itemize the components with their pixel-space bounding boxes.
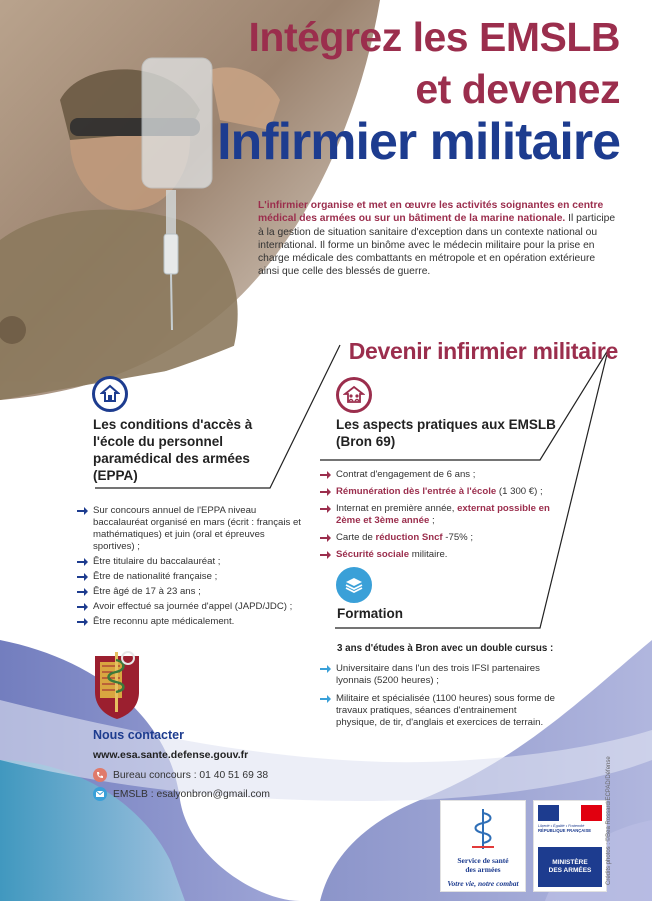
ssa-name-1: Service de santé: [457, 856, 509, 865]
phone-text: Bureau concours : 01 40 51 69 38: [113, 769, 269, 781]
phone-icon: [93, 768, 107, 782]
intro-lead: L'infirmier organise et met en œuvre les activités soignantes en centre médical des armées ou sur un bâtiment de la marine nationale.: [258, 200, 604, 225]
formation-list: [320, 663, 555, 732]
email-icon: [93, 787, 107, 801]
list-item: Être de nationalité française ;: [77, 571, 307, 583]
contact-title: Nous contacter: [93, 728, 184, 742]
intro-body: Il participe à la gestion de situation sanitaire d'exception dans un contexte national ou international. Il forme un binôme avec le médecin militaire pour la prise en charge médicale des combattants en métropole et en opération extérieure ainsi que celle des blessés de guerre.: [258, 213, 616, 278]
conditions-title: Les conditions d'accès à l'école du personnel paramédical des armées (EPPA): [93, 417, 253, 483]
conditions-list: [77, 505, 307, 631]
arrow-icon: [320, 470, 331, 480]
arrow-icon: [320, 550, 331, 560]
title-line-3: Infirmier militaire: [217, 113, 620, 171]
house-icon: [92, 376, 128, 412]
list-item: Sécurité sociale militaire.: [320, 549, 550, 561]
aspects-list: [320, 469, 550, 564]
ministry-name-2: DES ARMÉES: [548, 867, 592, 874]
arrow-icon: [77, 506, 88, 516]
list-item: Sur concours annuel de l'EPPA niveau baccalauréat organisé en mars (écrit : français et mathématiques) et juin (oral et épreuves sportives) ;: [77, 505, 307, 553]
marianne-icon: [538, 805, 602, 845]
ssa-motto: Votre vie, notre combat: [447, 879, 519, 888]
email-row: [93, 787, 270, 801]
phone-row: [93, 768, 268, 782]
caduceus-icon: [468, 807, 498, 851]
aspects-title: Les aspects pratiques aux EMSLB (Bron 69): [336, 417, 556, 449]
title-line-2: et devenez: [415, 66, 620, 112]
website-link[interactable]: www.esa.sante.defense.gouv.fr: [93, 749, 249, 761]
list-item: Être titulaire du baccalauréat ;: [77, 556, 307, 568]
ssa-name-2: des armées: [465, 865, 501, 874]
rf-name: RÉPUBLIQUE FRANÇAISE: [538, 828, 592, 833]
list-item: Militaire et spécialisée (1100 heures) sous forme de travaux pratiques, séances d'entrainement physique, de tir, d'anglais et exercices de terrain.: [320, 693, 555, 729]
list-item: Universitaire dans l'un des trois IFSI partenaires lyonnais (5200 heures) ;: [320, 663, 555, 687]
list-item: Être reconnu apte médicalement.: [77, 616, 307, 628]
list-item: Être âgé de 17 à 23 ans ;: [77, 586, 307, 598]
formation-title: Formation: [337, 606, 403, 621]
formation-subtitle: 3 ans d'études à Bron avec un double cursus :: [337, 643, 554, 654]
arrow-icon: [320, 664, 331, 674]
section-title: Devenir infirmier militaire: [348, 338, 618, 364]
ministry-name-1: MINISTÈRE: [552, 859, 588, 866]
arrow-icon: [320, 694, 331, 704]
arrow-icon: [77, 587, 88, 597]
list-item: Contrat d'engagement de 6 ans ;: [320, 469, 550, 481]
list-item: Rémunération dès l'entrée à l'école (1 300 €) ;: [320, 486, 550, 498]
ministry-logo: [533, 800, 607, 892]
list-item: Avoir effectué sa journée d'appel (JAPD/JDC) ;: [77, 601, 307, 613]
arrow-icon: [77, 617, 88, 627]
ssa-logo: [440, 800, 526, 892]
house-people-icon: [336, 377, 372, 413]
rf-motto: Liberté • Égalité • Fraternité: [538, 824, 585, 828]
email-link[interactable]: EMSLB : esalyonbron@gmail.com: [113, 788, 270, 800]
photo-credits: Crédits photos : ©Bea Rossard/ECPAD/Défense: [606, 756, 612, 885]
title-line-1: Intégrez les EMSLB: [248, 14, 620, 60]
arrow-icon: [320, 533, 331, 543]
list-item: Carte de réduction Sncf -75% ;: [320, 532, 550, 544]
layers-icon: [336, 567, 372, 603]
list-item: Internat en première année, externat possible en 2ème et 3ème année ;: [320, 503, 550, 527]
arrow-icon: [77, 557, 88, 567]
arrow-icon: [77, 572, 88, 582]
arrow-icon: [77, 602, 88, 612]
arrow-icon: [320, 504, 331, 514]
school-crest-icon: [92, 648, 142, 720]
intro-paragraph: [258, 199, 616, 279]
arrow-icon: [320, 487, 331, 497]
